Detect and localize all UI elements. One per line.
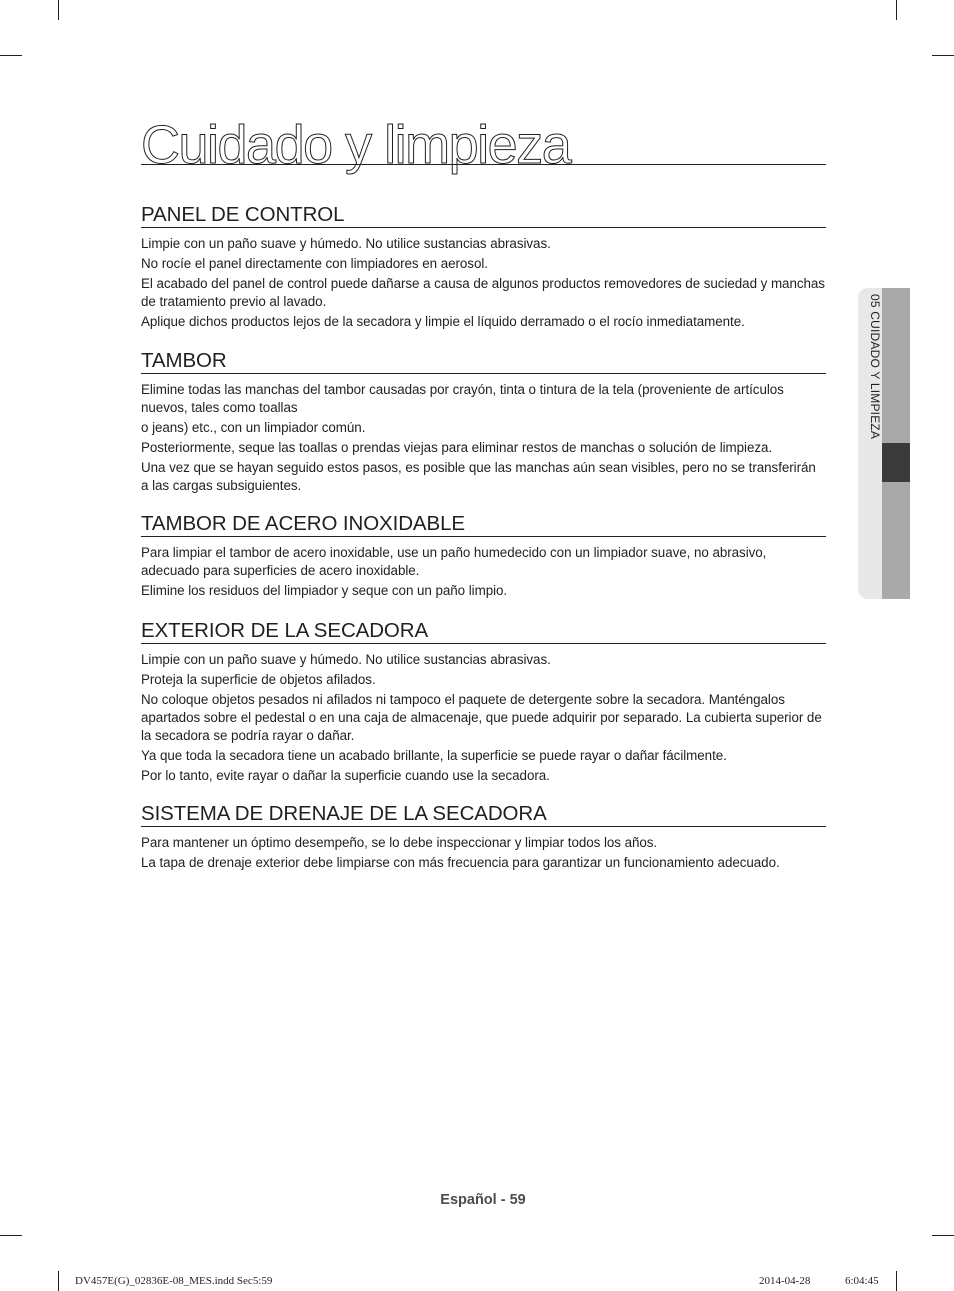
paragraph: Elimine los residuos del limpiador y seque con un paño limpio. <box>141 583 508 598</box>
crop-mark <box>58 1271 59 1291</box>
crop-mark <box>932 1235 954 1236</box>
section-heading: PANEL DE CONTROL <box>141 203 826 228</box>
paragraph: El acabado del panel de control puede dañarse a causa de algunos productos removedores de suciedad y manchas de tratamiento previo al lavado. <box>141 276 825 309</box>
section-exterior-de-la-secadora <box>141 619 826 787</box>
paragraph: La tapa de drenaje exterior debe limpiarse con más frecuencia para garantizar un funcionamiento adecuado. <box>141 855 780 870</box>
slug-file: DV457E(G)_02836E-08_MES.indd Sec5:59 <box>75 1275 273 1287</box>
page-title: Cuidado y limpieza <box>141 112 826 165</box>
section-sistema-de-drenaje <box>141 802 826 874</box>
section-heading: TAMBOR <box>141 349 826 374</box>
paragraph: Para limpiar el tambor de acero inoxidable, use un paño humedecido con un limpiador suave, no abrasivo, adecuado para superficies de acero inoxidable. <box>141 545 767 578</box>
section-panel-de-control <box>141 203 826 333</box>
slug-date: 2014-04-28 <box>759 1275 811 1287</box>
paragraph: No rocíe el panel directamente con limpiadores en aerosol. <box>141 256 488 271</box>
tab-active-marker <box>882 443 910 482</box>
paragraph: Una vez que se hayan seguido estos pasos, es posible que las manchas aún sean visibles, pero no se transferirán a las cargas subsiguientes. <box>141 460 816 493</box>
section-tambor <box>141 349 826 497</box>
paragraph: Limpie con un paño suave y húmedo. No utilice sustancias abrasivas. <box>141 652 551 667</box>
paragraph: Proteja la superficie de objetos afilados. <box>141 672 376 687</box>
chapter-label: 05 CUIDADO Y LIMPIEZA <box>868 294 882 440</box>
crop-mark <box>58 0 59 20</box>
page-number: Español - 59 <box>440 1192 526 1208</box>
crop-mark <box>896 0 897 20</box>
crop-mark <box>0 1235 22 1236</box>
paragraph: Ya que toda la secadora tiene un acabado brillante, la superficie se puede rayar o dañar fácilmente. <box>141 748 727 763</box>
paragraph: Por lo tanto, evite rayar o dañar la superficie cuando use la secadora. <box>141 768 550 783</box>
paragraph: o jeans) etc., con un limpiador común. <box>141 420 366 435</box>
paragraph: Para mantener un óptimo desempeño, se lo debe inspeccionar y limpiar todos los años. <box>141 835 658 850</box>
paragraph: Aplique dichos productos lejos de la secadora y limpie el líquido derramado o el rocío inmediatamente. <box>141 314 745 329</box>
paragraph: Elimine todas las manchas del tambor causadas por crayón, tinta o tintura de la tela (proveniente de artículos nuevos, tales como toallas <box>141 382 784 415</box>
slug-time: 6:04:45 <box>845 1275 879 1287</box>
section-heading: SISTEMA DE DRENAJE DE LA SECADORA <box>141 802 826 827</box>
section-tambor-de-acero-inoxidable <box>141 512 826 602</box>
crop-mark <box>896 1271 897 1291</box>
paragraph: Posteriormente, seque las toallas o prendas viejas para eliminar restos de manchas o solución de limpieza. <box>141 440 773 455</box>
paragraph: Limpie con un paño suave y húmedo. No utilice sustancias abrasivas. <box>141 236 551 251</box>
section-heading: EXTERIOR DE LA SECADORA <box>141 619 826 644</box>
crop-mark <box>0 55 22 56</box>
chapter-side-tab <box>858 288 910 599</box>
crop-mark <box>932 55 954 56</box>
section-heading: TAMBOR DE ACERO INOXIDABLE <box>141 512 826 537</box>
paragraph: No coloque objetos pesados ni afilados ni tampoco el paquete de detergente sobre la secadora. Manténgalos apartados sobre el pedestal o en una caja de almacenaje, que puede adquirir por separado. La cubierta superior de la secadora se podría rayar o dañar. <box>141 692 822 743</box>
